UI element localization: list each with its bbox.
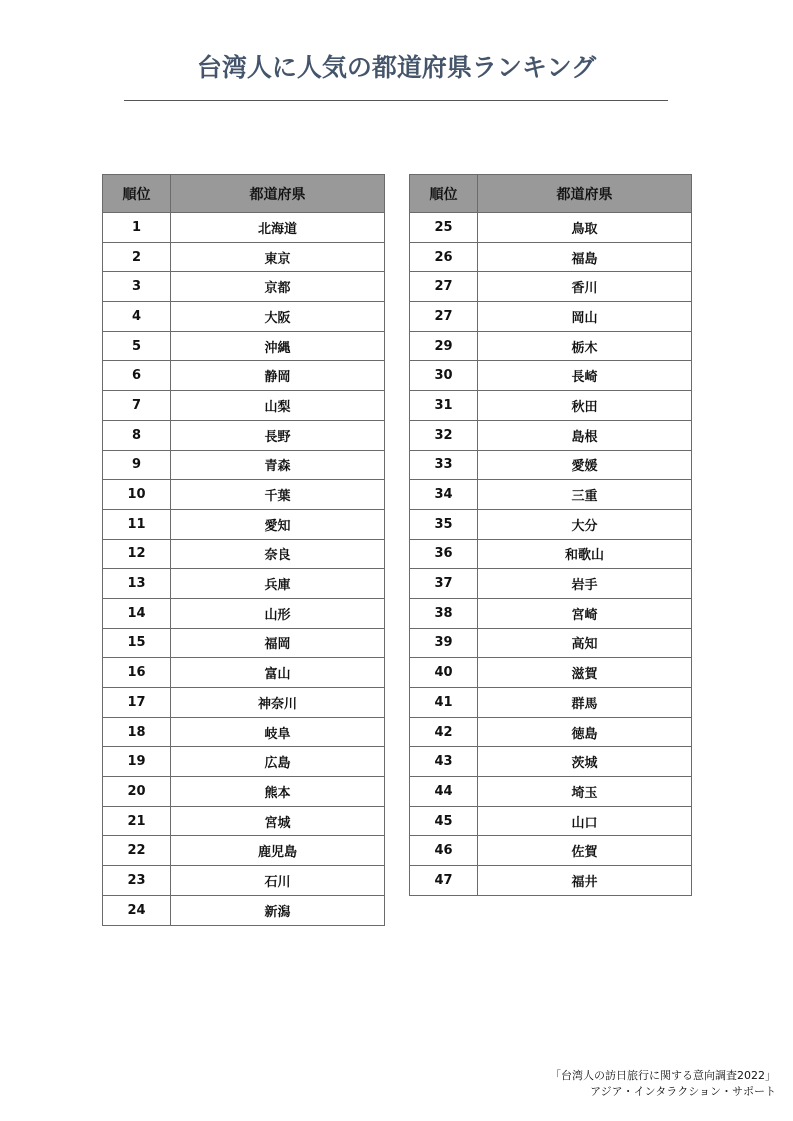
prefecture-column-header: 都道府県 — [478, 175, 692, 213]
table-row — [410, 836, 692, 866]
prefecture-cell: 秋田 — [478, 391, 692, 421]
prefecture-cell: 茨城 — [478, 747, 692, 777]
prefecture-column-header: 都道府県 — [171, 175, 385, 213]
rank-cell: 24 — [103, 895, 171, 925]
prefecture-cell: 鹿児島 — [171, 836, 385, 866]
prefecture-cell: 山形 — [171, 598, 385, 628]
prefecture-cell: 長崎 — [478, 361, 692, 391]
prefecture-cell: 鳥取 — [478, 213, 692, 243]
prefecture-cell: 青森 — [171, 450, 385, 480]
prefecture-cell: 埼玉 — [478, 777, 692, 807]
prefecture-cell: 岡山 — [478, 302, 692, 332]
table-row — [103, 836, 385, 866]
rank-cell: 8 — [103, 420, 171, 450]
rank-cell: 27 — [410, 272, 478, 302]
prefecture-cell: 兵庫 — [171, 569, 385, 599]
table-row — [103, 480, 385, 510]
rank-cell: 18 — [103, 717, 171, 747]
table-row — [103, 569, 385, 599]
rank-column-header: 順位 — [103, 175, 171, 213]
rank-cell: 25 — [410, 213, 478, 243]
table-header-row — [103, 175, 385, 213]
rank-cell: 26 — [410, 242, 478, 272]
rank-cell: 5 — [103, 331, 171, 361]
rank-cell: 4 — [103, 302, 171, 332]
table-row — [410, 509, 692, 539]
source-survey-title: 「台湾人の訪日旅行に関する意向調査2022」 — [550, 1069, 776, 1082]
table-row — [103, 420, 385, 450]
rank-cell: 38 — [410, 598, 478, 628]
rank-cell: 19 — [103, 747, 171, 777]
ranking-table-left-body — [103, 213, 385, 926]
rank-cell: 17 — [103, 688, 171, 718]
prefecture-cell: 高知 — [478, 628, 692, 658]
prefecture-cell: 山梨 — [171, 391, 385, 421]
table-row — [103, 509, 385, 539]
title-divider — [124, 100, 668, 101]
prefecture-cell: 滋賀 — [478, 658, 692, 688]
table-row — [103, 361, 385, 391]
rank-cell: 11 — [103, 509, 171, 539]
table-row — [103, 747, 385, 777]
rank-cell: 32 — [410, 420, 478, 450]
rank-cell: 9 — [103, 450, 171, 480]
prefecture-cell: 沖縄 — [171, 331, 385, 361]
prefecture-cell: 広島 — [171, 747, 385, 777]
prefecture-cell: 群馬 — [478, 688, 692, 718]
source-organization: アジア・インタラクション・サポート — [590, 1085, 776, 1098]
table-row — [410, 688, 692, 718]
table-row — [103, 806, 385, 836]
table-row — [410, 777, 692, 807]
rank-cell: 30 — [410, 361, 478, 391]
rank-cell: 39 — [410, 628, 478, 658]
table-row — [410, 806, 692, 836]
table-row — [103, 450, 385, 480]
table-row — [103, 391, 385, 421]
prefecture-cell: 東京 — [171, 242, 385, 272]
prefecture-cell: 神奈川 — [171, 688, 385, 718]
table-row — [410, 480, 692, 510]
prefecture-cell: 宮城 — [171, 806, 385, 836]
rank-cell: 23 — [103, 866, 171, 896]
prefecture-cell: 熊本 — [171, 777, 385, 807]
prefecture-cell: 新潟 — [171, 895, 385, 925]
rank-cell: 43 — [410, 747, 478, 777]
rank-cell: 15 — [103, 628, 171, 658]
table-row — [103, 658, 385, 688]
table-row — [410, 658, 692, 688]
rank-cell: 7 — [103, 391, 171, 421]
rank-cell: 29 — [410, 331, 478, 361]
rank-cell: 27 — [410, 302, 478, 332]
prefecture-cell: 京都 — [171, 272, 385, 302]
rank-cell: 21 — [103, 806, 171, 836]
prefecture-cell: 大阪 — [171, 302, 385, 332]
rank-cell: 16 — [103, 658, 171, 688]
table-row — [103, 242, 385, 272]
table-row — [410, 747, 692, 777]
table-row — [410, 272, 692, 302]
ranking-table-right-body — [410, 213, 692, 896]
prefecture-cell: 島根 — [478, 420, 692, 450]
table-header-row — [410, 175, 692, 213]
prefecture-cell: 富山 — [171, 658, 385, 688]
table-row — [103, 688, 385, 718]
table-row — [410, 628, 692, 658]
rank-cell: 31 — [410, 391, 478, 421]
table-row — [410, 866, 692, 896]
rank-cell: 40 — [410, 658, 478, 688]
rank-cell: 37 — [410, 569, 478, 599]
prefecture-cell: 大分 — [478, 509, 692, 539]
rank-cell: 47 — [410, 866, 478, 896]
table-row — [103, 598, 385, 628]
table-row — [103, 213, 385, 243]
rank-cell: 12 — [103, 539, 171, 569]
rank-cell: 6 — [103, 361, 171, 391]
prefecture-cell: 佐賀 — [478, 836, 692, 866]
rank-cell: 35 — [410, 509, 478, 539]
prefecture-cell: 福岡 — [171, 628, 385, 658]
prefecture-cell: 愛知 — [171, 509, 385, 539]
table-row — [410, 213, 692, 243]
prefecture-cell: 宮崎 — [478, 598, 692, 628]
prefecture-cell: 徳島 — [478, 717, 692, 747]
rank-cell: 3 — [103, 272, 171, 302]
ranking-table-left — [102, 174, 385, 926]
rank-cell: 2 — [103, 242, 171, 272]
rank-cell: 42 — [410, 717, 478, 747]
table-row — [410, 242, 692, 272]
rank-cell: 44 — [410, 777, 478, 807]
prefecture-cell: 愛媛 — [478, 450, 692, 480]
page-title: 台湾人に人気の都道府県ランキング — [196, 53, 597, 82]
table-row — [410, 331, 692, 361]
table-row — [410, 539, 692, 569]
rank-cell: 46 — [410, 836, 478, 866]
rank-cell: 20 — [103, 777, 171, 807]
rank-cell: 13 — [103, 569, 171, 599]
prefecture-cell: 岐阜 — [171, 717, 385, 747]
rank-cell: 33 — [410, 450, 478, 480]
prefecture-cell: 奈良 — [171, 539, 385, 569]
table-row — [410, 361, 692, 391]
rank-cell: 22 — [103, 836, 171, 866]
prefecture-cell: 山口 — [478, 806, 692, 836]
prefecture-cell: 福井 — [478, 866, 692, 896]
table-row — [410, 302, 692, 332]
table-row — [103, 866, 385, 896]
table-row — [410, 391, 692, 421]
table-row — [410, 569, 692, 599]
rank-cell: 41 — [410, 688, 478, 718]
table-row — [103, 331, 385, 361]
rank-cell: 10 — [103, 480, 171, 510]
rank-column-header: 順位 — [410, 175, 478, 213]
rank-cell: 36 — [410, 539, 478, 569]
prefecture-cell: 長野 — [171, 420, 385, 450]
ranking-table-right — [409, 174, 692, 896]
table-row — [410, 717, 692, 747]
table-row — [103, 777, 385, 807]
prefecture-cell: 北海道 — [171, 213, 385, 243]
prefecture-cell: 和歌山 — [478, 539, 692, 569]
prefecture-cell: 千葉 — [171, 480, 385, 510]
prefecture-cell: 三重 — [478, 480, 692, 510]
table-row — [410, 420, 692, 450]
table-row — [103, 717, 385, 747]
table-row — [103, 272, 385, 302]
prefecture-cell: 福島 — [478, 242, 692, 272]
table-row — [410, 450, 692, 480]
prefecture-cell: 栃木 — [478, 331, 692, 361]
rank-cell: 14 — [103, 598, 171, 628]
table-row — [103, 628, 385, 658]
rank-cell: 45 — [410, 806, 478, 836]
table-row — [103, 895, 385, 925]
prefecture-cell: 香川 — [478, 272, 692, 302]
source-citation — [550, 1068, 776, 1100]
prefecture-cell: 石川 — [171, 866, 385, 896]
rank-cell: 34 — [410, 480, 478, 510]
rank-cell: 1 — [103, 213, 171, 243]
prefecture-cell: 静岡 — [171, 361, 385, 391]
prefecture-cell: 岩手 — [478, 569, 692, 599]
table-row — [103, 302, 385, 332]
table-row — [410, 598, 692, 628]
table-row — [103, 539, 385, 569]
